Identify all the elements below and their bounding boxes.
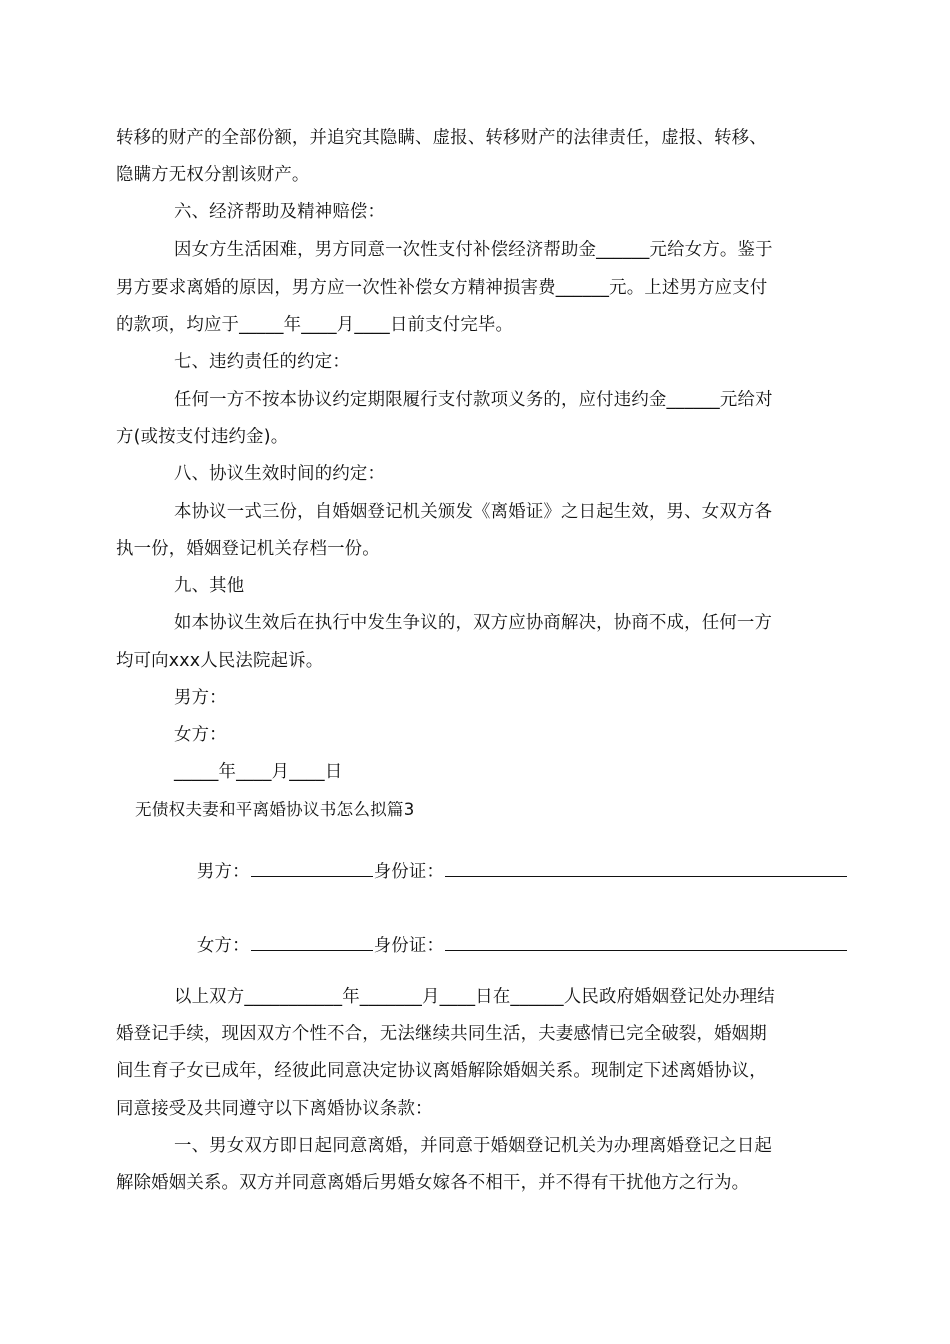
paragraph-line: 如本协议生效后在执行中发生争议的，双方应协商解决，协商不成，任何一方 (174, 613, 773, 633)
id-label: 身份证： (373, 936, 445, 956)
male-id-blank (445, 860, 847, 877)
paragraph-line: 男方要求离婚的原因，男方应一次性补偿女方精神损害费______元。上述男方应支付 (116, 278, 768, 298)
female-label: 女方： (196, 936, 250, 956)
paragraph-line: 因女方生活困难，男方同意一次性支付补偿经济帮助金______元给女方。鉴于 (174, 240, 773, 260)
paragraph-line: 解除婚姻关系。双方并同意离婚后男婚女嫁各不相干，并不得有干扰他方之行为。 (116, 1173, 750, 1193)
paragraph-line: 任何一方不按本协议约定期限履行支付款项义务的，应付违约金______元给对 (174, 390, 773, 410)
signature-female: 女方： (174, 725, 227, 745)
signature-male: 男方： (174, 688, 227, 708)
paragraph-line: 间生育子女已成年，经彼此同意决定协议离婚解除婚姻关系。现制定下述离婚协议， (116, 1061, 767, 1081)
paragraph-line: 一、男女双方即日起同意离婚，并同意于婚姻登记机关为办理离婚登记之日起 (174, 1136, 773, 1156)
paragraph-line: 本协议一式三份，自婚姻登记机关颁发《离婚证》之日起生效，男、女双方各 (174, 502, 773, 522)
signature-date: _____年____月____日 (174, 762, 343, 782)
paragraph-line: 的款项，均应于_____年____月____日前支付完毕。 (116, 315, 514, 335)
section-heading-7: 七、违约责任的约定： (174, 352, 350, 372)
paragraph-line: 方(或按支付违约金)。 (116, 427, 289, 447)
paragraph-line: 以上双方___________年_______月____日在______人民政府婚姻登记处办理结 (174, 987, 775, 1007)
paragraph-line: 同意接受及共同遵守以下离婚协议条款： (116, 1099, 433, 1119)
paragraph-line: 转移的财产的全部份额，并追究其隐瞒、虚报、转移财产的法律责任，虚报、转移、 (116, 128, 767, 148)
id-label: 身份证： (373, 862, 445, 882)
section-heading-6: 六、经济帮助及精神赔偿： (174, 202, 386, 222)
paragraph-line: 执一份，婚姻登记机关存档一份。 (116, 539, 380, 559)
male-label: 男方： (196, 862, 250, 882)
paragraph-line: 隐瞒方无权分割该财产。 (116, 165, 310, 185)
female-id-blank (445, 934, 847, 951)
female-name-blank (251, 934, 373, 951)
male-name-blank (251, 860, 373, 877)
section-heading-8: 八、协议生效时间的约定： (174, 464, 386, 484)
paragraph-line: 均可向xxx人民法院起诉。 (116, 651, 324, 671)
male-id-row (174, 836, 848, 908)
female-id-row (174, 910, 848, 982)
paragraph-line: 婚登记手续，现因双方个性不合，无法继续共同生活，夫妻感情已完全破裂，婚姻期 (116, 1024, 767, 1044)
article-title: 无债权夫妻和平离婚协议书怎么拟篇3 (135, 800, 415, 819)
section-heading-9: 九、其他 (174, 576, 245, 596)
